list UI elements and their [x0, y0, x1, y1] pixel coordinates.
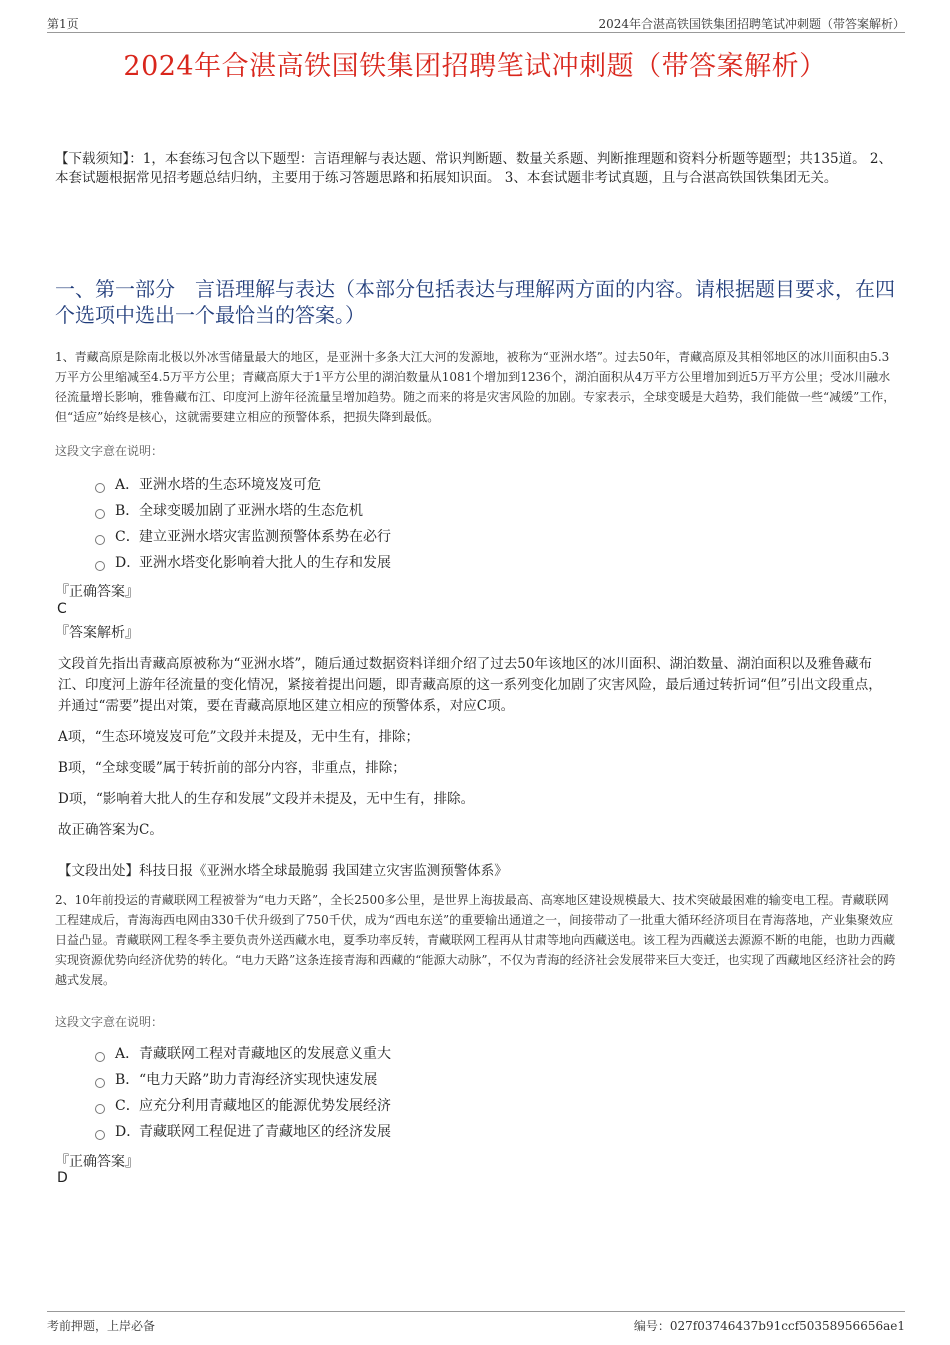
download-notice: 【下载须知】：1，本套练习包含以下题型：言语理解与表达题、常识判断题、数量关系题、判断推理题和资料分析题等题型；共135道。 2、本套试题根据常见招考题总结归纳，主要用于练习答题思路和拓展知识面。 3、本套试题非考试真题，且与合湛高铁国铁集团无关。 [55, 151, 892, 186]
option-d[interactable]: D． 亚洲水塔变化影响着大批人的生存和发展 [95, 550, 795, 576]
question-1-answer-label: 『正确答案』 [55, 584, 139, 600]
question-2-text: 2、10年前投运的青藏联网工程被誉为“电力天路”，全长2500多公里，是世界上海拔最高、高寒地区建设规模最大、技术突破最困难的输变电工程。青藏联网工程建成后，青海海西电网由330千伏升级到了750千伏，成为“西电东送”的重要输出通道之一，间接带动了一批重大循环经济项目在青海落地，产业集聚效应日益凸显。青藏联网工程冬季主要负责外送西藏水电，夏季功率反转，青藏联网工程再从甘肃等地向西藏送电。该工程为西藏送去源源不断的电能，也助力西藏实现资源优势向经济优势的转化。“电力天路”这条连接青海和西藏的“能源大动脉”，不仅为青海的经济社会发展带来巨大变迁，也实现了西藏地区经济社会的跨越式发展。 [55, 893, 896, 987]
page-title: 2024年合湛高铁国铁集团招聘笔试冲刺题（带答案解析） [123, 51, 827, 82]
radio-icon[interactable] [95, 535, 105, 545]
option-c[interactable]: C． 应充分利用青藏地区的能源优势发展经济 [95, 1093, 795, 1119]
question-2-answer-label: 『正确答案』 [55, 1154, 139, 1170]
question-1-analysis-label: 『答案解析』 [55, 625, 139, 641]
radio-icon[interactable] [95, 1052, 105, 1062]
option-c[interactable]: C． 建立亚洲水塔灾害监测预警体系势在必行 [95, 524, 795, 550]
analysis-paragraph: 文段首先指出青藏高原被称为“亚洲水塔”，随后通过数据资料详细介绍了过去50年该地区的冰川面积、湖泊数量、湖泊面积以及雅鲁藏布江、印度河上游年径流量的变化情况，紧接着提出问题，即青藏高原的这一系列变化加剧了灾害风险，最后通过转折词“但”引出文段重点，并通过“需要”提出对策，要在青藏高原地区建立相应的预警体系，对应C项。 [58, 656, 882, 714]
page-header [47, 10, 905, 33]
question-1-prompt: 这段文字意在说明： [55, 444, 164, 458]
option-a[interactable]: A． 亚洲水塔的生态环境岌岌可危 [95, 472, 795, 498]
option-b[interactable]: B． “电力天路”助力青海经济实现快速发展 [95, 1067, 795, 1093]
radio-icon[interactable] [95, 1104, 105, 1114]
section-title: 一、第一部分 言语理解与表达（本部分包括表达与理解两方面的内容。请根据题目要求，在四个选项中选出一个最恰当的答案。） [55, 277, 895, 327]
option-a[interactable]: A． 青藏联网工程对青藏地区的发展意义重大 [95, 1041, 795, 1067]
radio-icon[interactable] [95, 509, 105, 519]
question-2-answer: D [57, 1170, 68, 1186]
analysis-paragraph: B项，“全球变暖”属于转折前的部分内容，非重点，排除； [58, 760, 406, 776]
question-1-options [95, 472, 795, 576]
footer-serial: 编号：027f03746437b91ccf50358956656ae1 [633, 1319, 905, 1333]
radio-icon[interactable] [95, 561, 105, 571]
page-footer [47, 1311, 905, 1336]
analysis-paragraph: D项，“影响着大批人的生存和发展”文段并未提及，无中生有，排除。 [58, 791, 475, 807]
question-2-options [95, 1041, 795, 1145]
option-b[interactable]: B． 全球变暖加剧了亚洲水塔的生态危机 [95, 498, 795, 524]
radio-icon[interactable] [95, 483, 105, 493]
analysis-paragraph: A项，“生态环境岌岌可危”文段并未提及，无中生有，排除； [58, 729, 420, 745]
question-1-text: 1、青藏高原是除南北极以外冰雪储量最大的地区，是亚洲十多条大江大河的发源地，被称为“亚洲水塔”。过去50年，青藏高原及其相邻地区的冰川面积由5.3万平方公里缩减至4.5万平方公里；青藏高原大于1平方公里的湖泊数量从1081个增加到1236个，湖泊面积从4万平方公里增加到近5万平方公里；受冰川融水径流量增长影响，雅鲁藏布江、印度河上游年径流量呈增加趋势。随之而来的将是灾害风险的加剧。专家表示，全球变暖是大趋势，我们能做一些“减缓”工作，但“适应”始终是核心，这就需要建立相应的预警体系，把损失降到最低。 [55, 350, 896, 424]
page-number: 第1页 [47, 17, 79, 31]
question-2-prompt: 这段文字意在说明： [55, 1015, 164, 1029]
radio-icon[interactable] [95, 1130, 105, 1140]
option-d[interactable]: D． 青藏联网工程促进了青藏地区的经济发展 [95, 1119, 795, 1145]
header-doc-title: 2024年合湛高铁国铁集团招聘笔试冲刺题（带答案解析） [598, 17, 905, 31]
analysis-paragraph: 故正确答案为C。 [58, 822, 163, 838]
question-1-analysis [58, 654, 888, 851]
footer-slogan: 考前押题，上岸必备 [47, 1319, 156, 1333]
question-1-source: 【文段出处】科技日报《亚洲水塔全球最脆弱 我国建立灾害监测预警体系》 [58, 863, 508, 879]
question-1-answer: C [57, 601, 67, 617]
radio-icon[interactable] [95, 1078, 105, 1088]
